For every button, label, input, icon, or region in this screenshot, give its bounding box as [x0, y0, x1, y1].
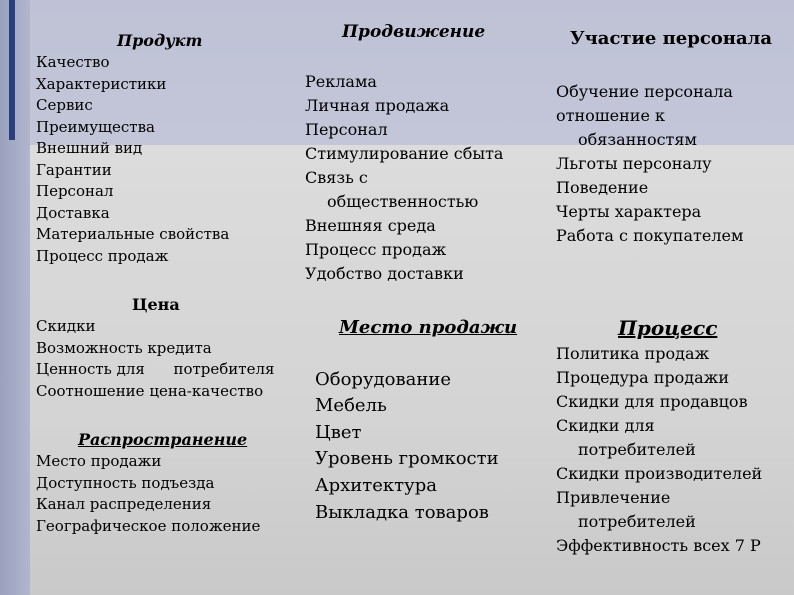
product-item: Процесс продаж: [36, 246, 169, 265]
promotion-item: Стимулирование сбыта: [305, 144, 504, 163]
promotion-section: [305, 20, 503, 286]
process-item: потребителей: [578, 512, 696, 531]
people-section: [556, 27, 772, 248]
product-item: Качество: [36, 53, 110, 71]
process-item: Процедура продажи: [556, 368, 730, 387]
price-title: Цена: [132, 295, 180, 314]
price-item: Ценность для потребителя: [36, 360, 275, 378]
place-item: Выкладка товаров: [315, 501, 489, 523]
distribution-title: Распространение: [78, 430, 248, 449]
product-item: Материальные свойства: [36, 225, 230, 243]
product-item: Внешний вид: [36, 139, 143, 157]
people-item: Черты характера: [556, 202, 702, 221]
promotion-item: Персонал: [305, 120, 388, 139]
process-item: Политика продаж: [556, 344, 710, 363]
product-item: Характеристики: [36, 74, 167, 93]
place-item: Оборудование: [315, 368, 451, 390]
promotion-title: Продвижение: [342, 22, 486, 42]
product-item: Доставка: [36, 203, 110, 222]
people-item: Поведение: [556, 178, 649, 197]
promotion-item: Реклама: [305, 72, 377, 91]
product-item: Сервис: [36, 96, 93, 114]
process-section: [556, 314, 762, 558]
promotion-item: общественностью: [327, 192, 479, 211]
process-title: Процесс: [618, 316, 718, 340]
process-item: Скидки для продавцов: [556, 392, 748, 411]
distribution-item: Доступность подъезда: [36, 473, 215, 492]
promotion-item: Удобство доставки: [305, 264, 464, 283]
left-accent-strip: [0, 0, 30, 595]
people-item: Льготы персоналу: [556, 154, 712, 173]
price-item: Возможность кредита: [36, 338, 212, 357]
distribution-item: Географическое положение: [36, 516, 261, 535]
process-item: Привлечение: [556, 488, 671, 507]
people-item: отношение к: [556, 106, 666, 125]
product-item: Персонал: [36, 182, 114, 200]
accent-bar: [9, 0, 15, 140]
process-item: потребителей: [578, 440, 696, 459]
people-item: обязанностям: [578, 130, 697, 149]
place-item: Мебель: [315, 395, 387, 417]
distribution-section: [36, 429, 260, 537]
promotion-item: Личная продажа: [305, 96, 450, 115]
place-section: [315, 315, 517, 526]
product-item: Преимущества: [36, 117, 155, 136]
price-item: Скидки: [36, 317, 96, 335]
promotion-item: Связь с: [305, 168, 368, 187]
distribution-item: Место продажи: [36, 452, 162, 470]
product-item: Гарантии: [36, 160, 112, 179]
distribution-item: Канал распределения: [36, 495, 212, 513]
place-item: Цвет: [315, 421, 362, 443]
process-item: Скидки для: [556, 416, 655, 435]
place-title: Место продажи: [339, 317, 518, 338]
people-item: Работа с покупателем: [556, 226, 744, 245]
promotion-item: Внешняя среда: [305, 216, 436, 235]
price-item: Соотношение цена-качество: [36, 381, 264, 400]
place-item: Уровень громкости: [315, 448, 499, 470]
people-title: Участие персонала: [570, 28, 772, 49]
product-title: Продукт: [117, 31, 203, 50]
product-section: [36, 30, 229, 267]
price-section: [36, 294, 274, 402]
process-item: Скидки производителей: [556, 464, 763, 483]
people-item: Обучение персонала: [556, 82, 733, 101]
promotion-item: Процесс продаж: [305, 240, 447, 259]
process-item: Эффективность всех 7 Р: [556, 536, 761, 555]
place-item: Архитектура: [315, 474, 437, 496]
